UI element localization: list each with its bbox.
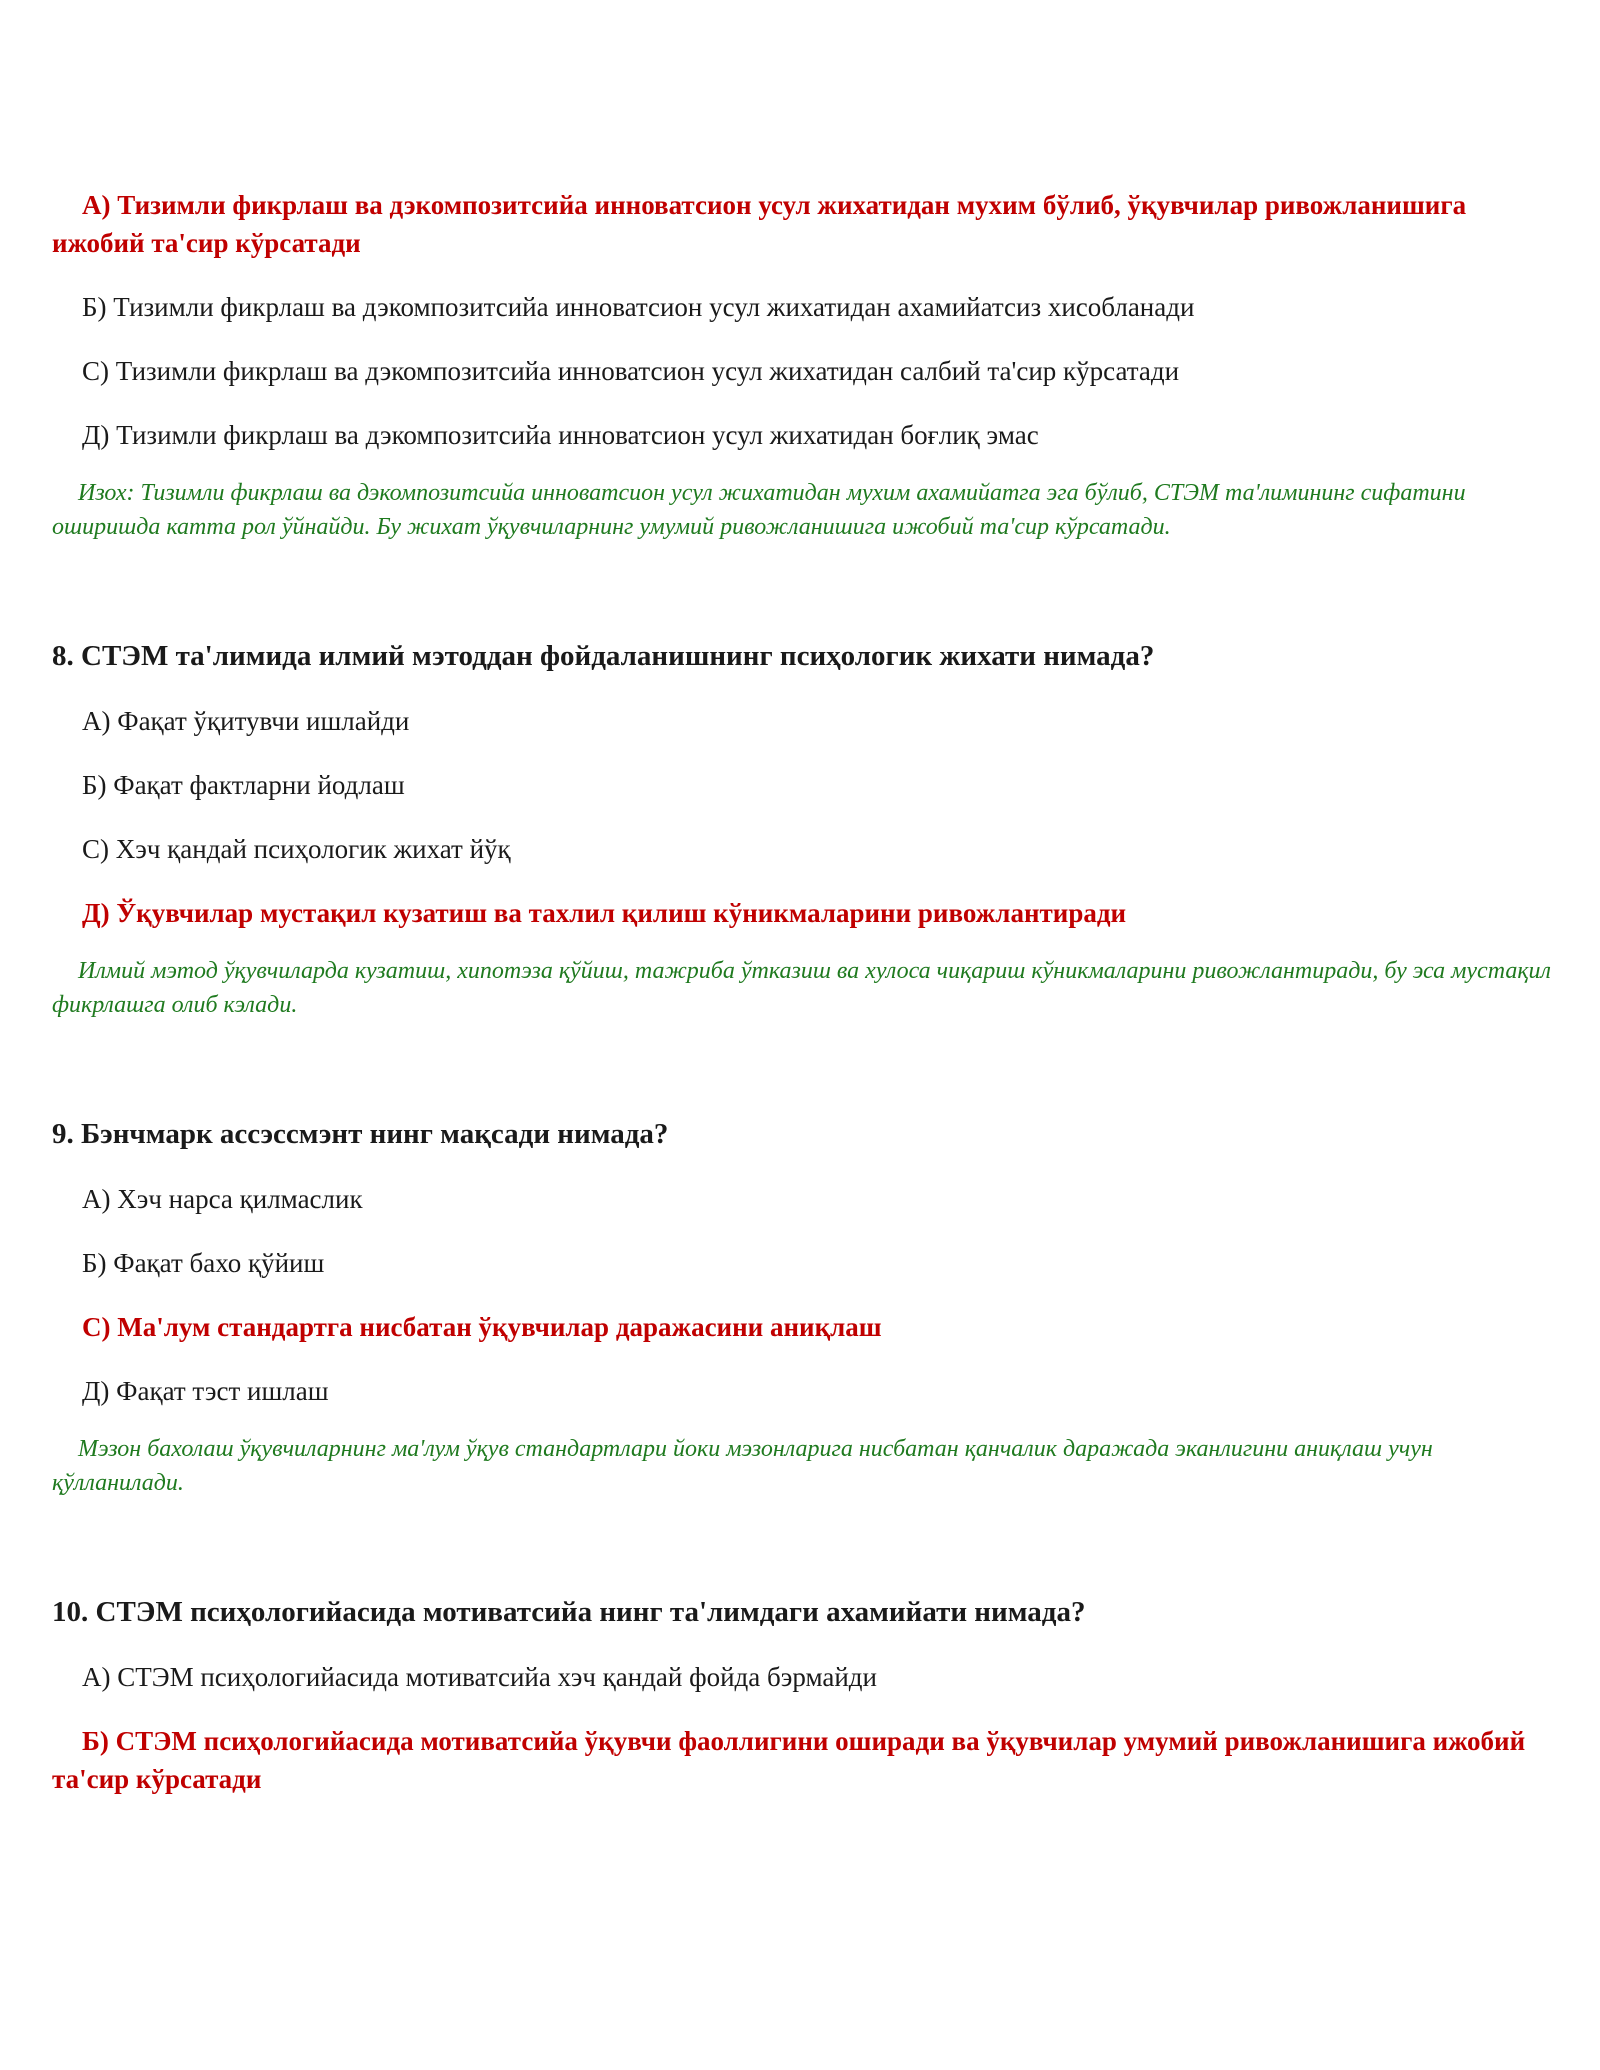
q8-option-d: Д) Ўқувчилар мустақил кузатиш ва тахлил қилиш кўникмаларини ривожлантиради xyxy=(82,898,1127,928)
q8-option-a: А) Фақат ўқитувчи ишлайди xyxy=(82,706,410,736)
q10-question: 10. СТЭМ псиҳологийасида мотиватсийа нинг та'лимдаги ахамийати нимада? xyxy=(52,1596,1086,1628)
q7-option-c: С) Тизимли фикрлаш ва дэкомпозитсийа инноватсион усул жихатидан салбий та'сир кўрсатади xyxy=(82,356,1180,386)
question-8-section xyxy=(52,636,1552,1022)
question-9-section xyxy=(52,1114,1552,1500)
q7-explanation: Изох: Тизимли фикрлаш ва дэкомпозитсийа инноватсион усул жихатидан мухим ахамийатга эга бўлиб, СТЭМ та'лимининг сифатини оширишда катта рол ўйнайди. Бу жихат ўқувчиларнинг умумий ривожланишига ижобий та'сир кўрсатади. xyxy=(52,480,1466,540)
q9-explanation: Мэзон бахолаш ўқувчиларнинг ма'лум ўқув стандартлари йоки мэзонларига нисбатан қанчалик даражада эканлигини аниқлаш учун қўлланилади. xyxy=(52,1436,1433,1496)
q7-option-b: Б) Тизимли фикрлаш ва дэкомпозитсийа инноватсион усул жихатидан ахамийатсиз хисобланади xyxy=(82,292,1195,322)
question-10-section xyxy=(52,1592,1552,1798)
document-page xyxy=(52,186,1552,1798)
q9-option-d: Д) Фақат тэст ишлаш xyxy=(82,1376,329,1406)
q8-option-c: С) Хэч қандай псиҳологик жихат йўқ xyxy=(82,834,511,864)
q8-question: 8. СТЭМ та'лимида илмий мэтоддан фойдаланишнинг псиҳологик жихати нимада? xyxy=(52,640,1155,672)
q7-option-a: А) Тизимли фикрлаш ва дэкомпозитсийа инноватсион усул жихатидан мухим бўлиб, ўқувчилар ривожланишига ижобий та'сир кўрсатади xyxy=(52,190,1467,258)
q8-option-b: Б) Фақат фактларни йодлаш xyxy=(82,770,405,800)
q9-option-a: А) Хэч нарса қилмаслик xyxy=(82,1184,363,1214)
q8-explanation: Илмий мэтод ўқувчиларда кузатиш, хипотэза қўйиш, тажриба ўтказиш ва хулоса чиқариш кўникмаларини ривожлантиради, бу эса мустақил фикрлашга олиб кэлади. xyxy=(52,958,1552,1018)
q9-option-b: Б) Фақат бахо қўйиш xyxy=(82,1248,325,1278)
q10-option-a: А) СТЭМ псиҳологийасида мотиватсийа хэч қандай фойда бэрмайди xyxy=(82,1662,877,1692)
question-7-section xyxy=(52,186,1552,544)
q9-question: 9. Бэнчмарк ассэссмэнт нинг мақсади нимада? xyxy=(52,1118,669,1150)
q7-option-d: Д) Тизимли фикрлаш ва дэкомпозитсийа инноватсион усул жихатидан боғлиқ эмас xyxy=(82,420,1039,450)
q9-option-c: С) Ма'лум стандартга нисбатан ўқувчилар даражасини аниқлаш xyxy=(82,1312,882,1342)
q10-option-b: Б) СТЭМ псиҳологийасида мотиватсийа ўқувчи фаоллигини оширади ва ўқувчилар умумий ривожланишига ижобий та'сир кўрсатади xyxy=(52,1726,1526,1794)
